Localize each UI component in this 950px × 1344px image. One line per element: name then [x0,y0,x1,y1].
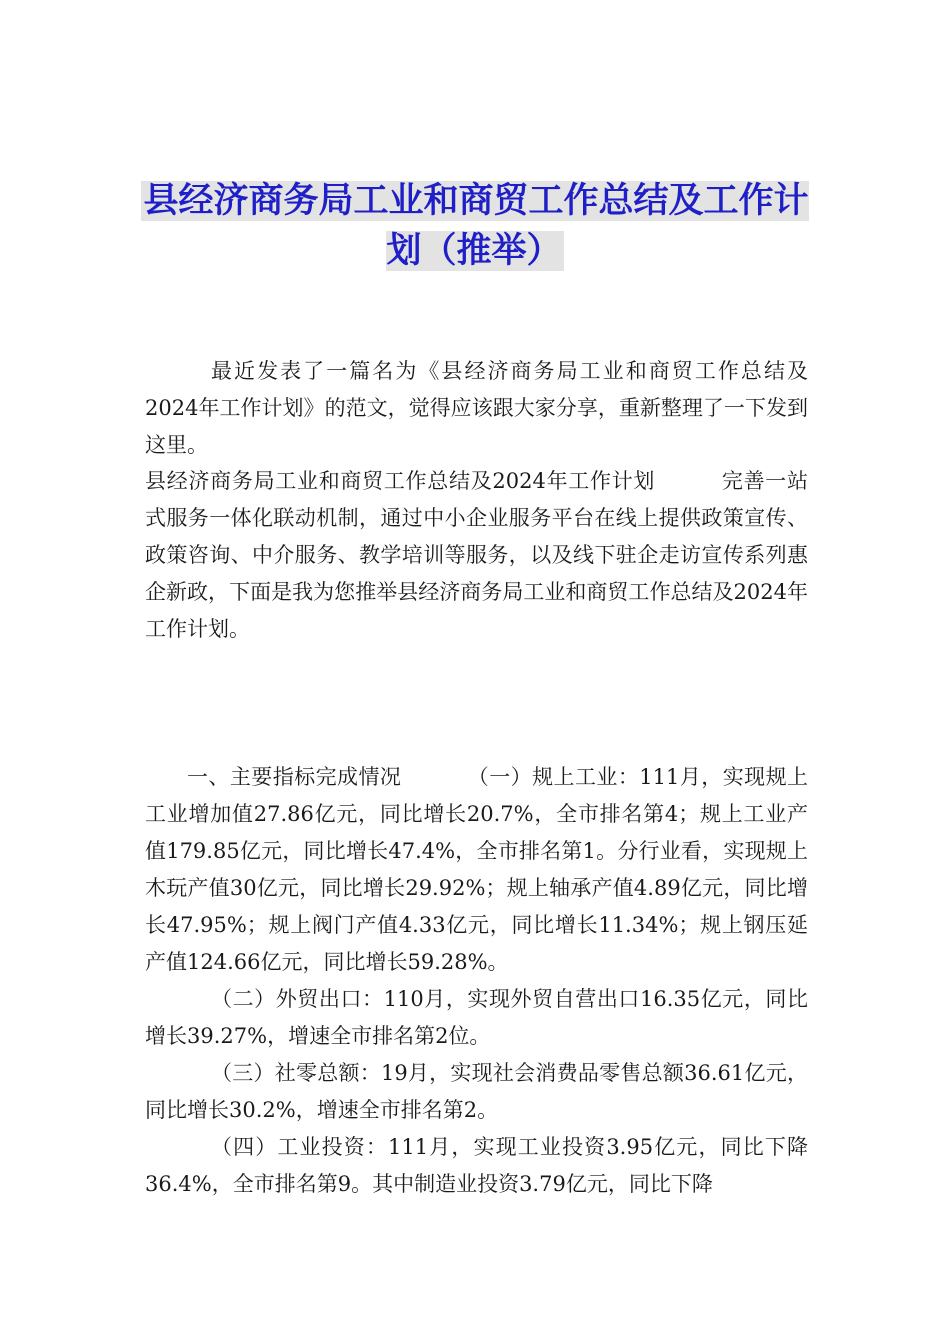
summary-paragraph [145,463,808,648]
item-4-paragraph: （四）工业投资：111月，实现工业投资3.95亿元，同比下降36.4%，全市排名第9。其中制造业投资3.79亿元，同比下降 [145,1135,808,1196]
document-title-text: 县经济商务局工业和商贸工作总结及工作计划（推举） [143,181,809,271]
section-1-paragraph [145,759,808,981]
summary-heading: 县经济商务局工业和商贸工作总结及2024年工作计划 [145,469,656,493]
section-1-heading: 一、主要指标完成情况 [187,765,402,789]
summary-body: 完善一站式服务一体化联动机制，通过中小企业服务平台在线上提供政策宣传、政策咨询、中介服务、教学培训等服务，以及线下驻企走访宣传系列惠企新政，下面是我为您推举县经济商务局工业和商贸工作总结及2024年工作计划。 [145,469,808,641]
item-3-paragraph: （三）社零总额：19月，实现社会消费品零售总额36.61亿元，同比增长30.2%，增速全市排名第2。 [145,1061,808,1122]
intro-paragraph: 最近发表了一篇名为《县经济商务局工业和商贸工作总结及2024年工作计划》的范文，觉得应该跟大家分享，重新整理了一下发到这里。 [145,359,808,457]
document-title [140,176,810,276]
section-1-body: （一）规上工业：111月，实现规上工业增加值27.86亿元，同比增长20.7%，全市排名第4；规上工业产值179.85亿元，同比增长47.4%，全市排名第1。分行业看，实现规上木玩产值30亿元，同比增长29.92%；规上轴承产值4.89亿元，同比增长47.95%；规上阀门产值4.33亿元，同比增长11.34%；规上钢压延产值124.66亿元，同比增长59.28%。 [145,765,808,974]
item-2-paragraph: （二）外贸出口：110月，实现外贸自营出口16.35亿元，同比增长39.27%，增速全市排名第2位。 [145,987,808,1048]
